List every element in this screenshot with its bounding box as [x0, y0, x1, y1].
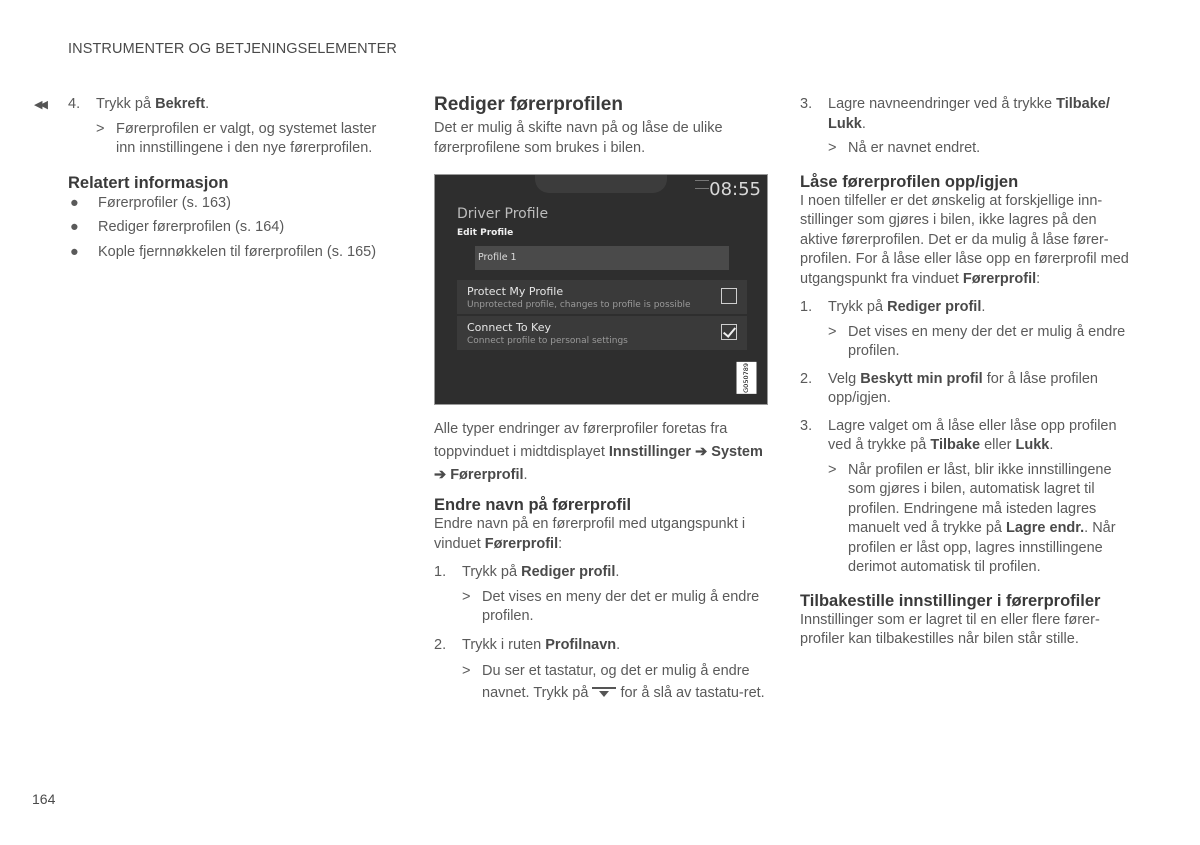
- related-list: [68, 194, 398, 263]
- clock: 08:55: [709, 179, 761, 200]
- column-2: [434, 93, 774, 158]
- edit-step-1-result: > Det vises en meny der det er mulig å endre profilen.: [462, 588, 760, 624]
- reset-heading: Tilbakestille innstillinger i førerprofiler: [800, 591, 1101, 610]
- column-3: [800, 95, 1135, 650]
- lock-step-2: 2. Velg Beskytt min profil for å låse profilen opp/igjen.: [800, 370, 1098, 406]
- driver-profile-screen: [434, 174, 768, 405]
- edit-step-2: 2. Trykk i ruten Profilnavn.: [434, 636, 621, 653]
- screen-title: Driver Profile: [457, 206, 549, 222]
- connect-key-option[interactable]: Connect To Key Connect profile to personal settings: [457, 316, 747, 350]
- lock-step-3: 3. Lagre valget om å låse eller låse opp profilen ved å trykke på Tilbake eller Lukk.: [800, 417, 1117, 453]
- lock-intro: I noen tilfeller er det ønskelig at forskjellige inn-stillinger som gjøres i bilen, ikke lagres på den aktive førerprofilen. Det er da mulig å låse fører-profilen. For å låse eller låse opp en førerprofil med utgangspunkt fra vinduet Førerprofil:: [800, 192, 1129, 287]
- handle-icon: [695, 180, 709, 189]
- image-code: G050789: [737, 362, 757, 394]
- settings-path-paragraph: Alle typer endringer av førerprofiler foretas fra toppvinduet i midtdisplayet Innstillinger ➔ System ➔ Førerprofil.: [434, 421, 763, 483]
- lock-step-3-result: > Når profilen er låst, blir ikke innstillingene som gjøres i bilen, automatisk lagret til profilen. Endringene må isteden lagres manuelt ved å trykke på Lagre endr.. Når profilen er låst opp, lagres innstillingene derimot automatisk til profilen.: [828, 461, 1116, 575]
- connect-checkbox[interactable]: [721, 324, 737, 340]
- related-link-1[interactable]: ● Førerprofiler (s. 163): [70, 194, 231, 211]
- screen-notch: [535, 175, 667, 193]
- edit-name-intro: Endre navn på en førerprofil med utgangspunkt i vinduet Førerprofil:: [434, 516, 746, 552]
- related-link-2[interactable]: ● Rediger førerprofilen (s. 164): [70, 219, 285, 235]
- edit-step-3-result: > Nå er navnet endret.: [828, 140, 981, 156]
- section-intro: Det er mulig å skifte navn på og låse de ulike førerprofilene som brukes i bilen.: [434, 120, 723, 156]
- lock-heading: Låse førerprofilen opp/igjen: [800, 172, 1019, 191]
- previous-page-icon[interactable]: ◀◀: [34, 99, 45, 111]
- protect-checkbox[interactable]: [721, 288, 737, 304]
- step-4: 4. Trykk på Bekreft.: [68, 96, 210, 112]
- edit-step-3: 3. Lagre navneendringer ved å trykke Tilbake/ Lukk.: [800, 96, 1110, 132]
- lock-step-1-result: > Det vises en meny der det er mulig å endre profilen.: [828, 323, 1126, 359]
- page-number: 164: [32, 791, 56, 807]
- column-2-lower: [434, 418, 774, 704]
- lock-step-1: 1. Trykk på Rediger profil.: [800, 299, 986, 315]
- step-4-result: > Førerprofilen er valgt, og systemet laster inn innstillingene i den nye førerprofilen.: [96, 120, 377, 156]
- protect-profile-option[interactable]: Protect My Profile Unprotected profile, changes to profile is possible: [457, 280, 747, 314]
- related-link-3[interactable]: ● Kople fjernnøkkelen til førerprofilen (s. 165): [70, 243, 377, 260]
- screen-subtitle: Edit Profile: [457, 228, 514, 238]
- edit-step-2-result: > Du ser et tastatur, og det er mulig å endre navnet. Trykk på for å slå av tastatu-ret.: [462, 663, 765, 701]
- column-1: [68, 95, 398, 262]
- edit-name-heading: Endre navn på førerprofil: [434, 496, 632, 514]
- edit-step-1: 1. Trykk på Rediger profil.: [434, 564, 620, 580]
- page-header: INSTRUMENTER OG BETJENINGSELEMENTER: [68, 41, 397, 57]
- profile-name-field[interactable]: Profile 1: [475, 246, 729, 270]
- keyboard-hide-icon: [592, 685, 616, 699]
- reset-text: Innstillinger som er lagret til en eller flere fører-profiler kan tilbakestilles når bilen står stille.: [800, 611, 1100, 647]
- related-heading: Relatert informasjon: [68, 173, 229, 192]
- section-heading: Rediger førerprofilen: [434, 94, 623, 115]
